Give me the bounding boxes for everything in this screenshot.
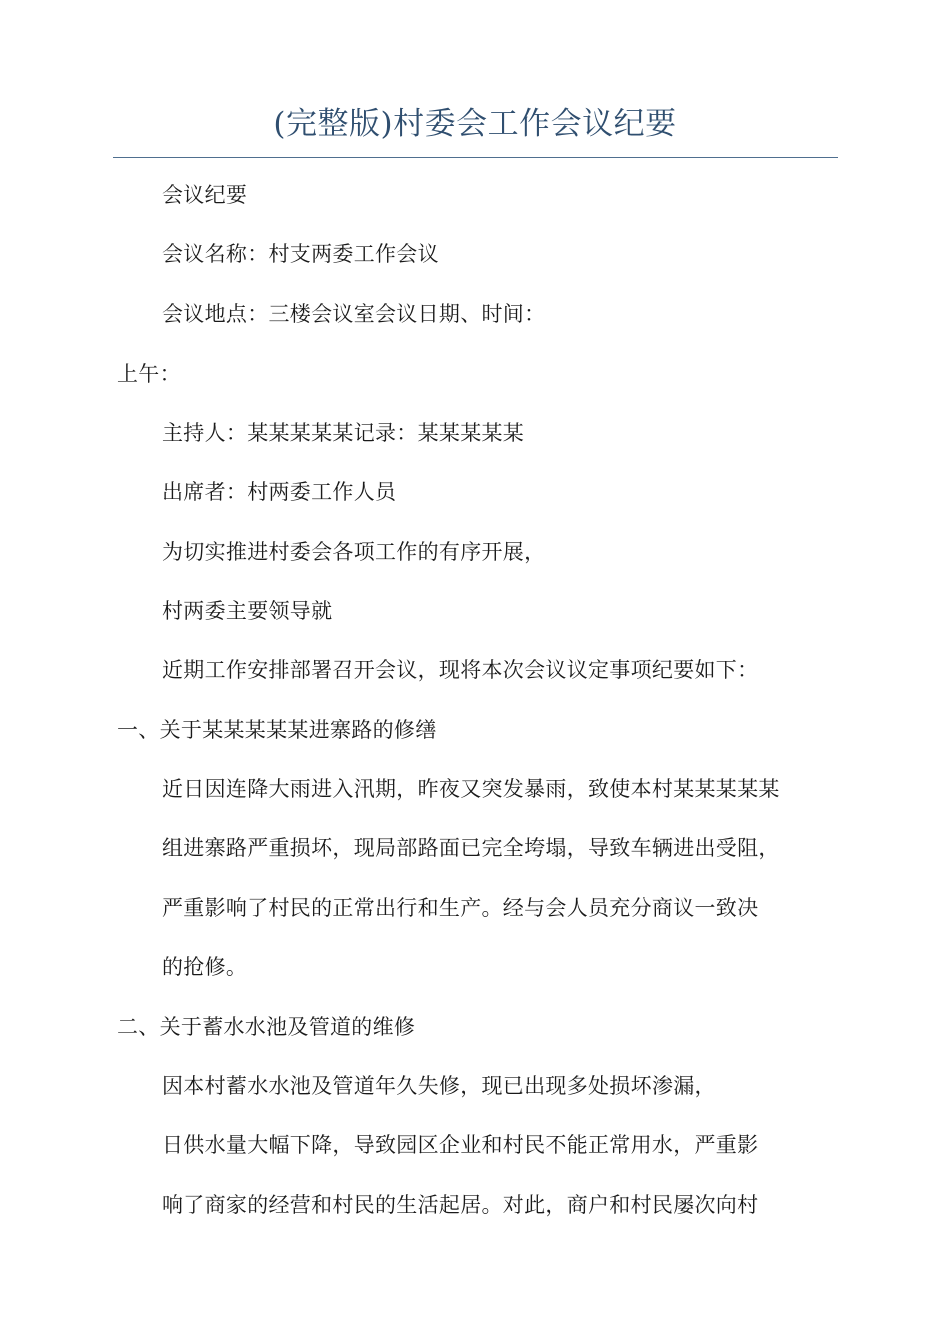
- section-heading: 二、关于蓄水水池及管道的维修: [117, 1015, 416, 1039]
- paragraph-line: 出席者：村两委工作人员: [162, 480, 397, 504]
- paragraph-line: 会议名称：村支两委工作会议: [162, 242, 439, 266]
- document-title: (完整版)村委会工作会议纪要: [273, 106, 677, 142]
- section-heading: 一、关于某某某某某进寨路的修缮: [117, 718, 437, 742]
- paragraph-line: 会议纪要: [162, 183, 248, 207]
- paragraph-line: 严重影响了村民的正常出行和生产。经与会人员充分商议一致决: [162, 896, 759, 920]
- paragraph-line: 近期工作安排部署召开会议，现将本次会议议定事项纪要如下：: [162, 658, 759, 682]
- paragraph-line: 上午：: [117, 362, 181, 386]
- paragraph-line: 村两委主要领导就: [162, 599, 333, 623]
- paragraph-line: 因本村蓄水水池及管道年久失修，现已出现多处损坏渗漏，: [162, 1074, 716, 1098]
- paragraph-line: 为切实推进村委会各项工作的有序开展，: [162, 540, 546, 564]
- paragraph-line: 响了商家的经营和村民的生活起居。对此，商户和村民屡次向村: [162, 1193, 759, 1217]
- paragraph-line: 会议地点：三楼会议室会议日期、时间：: [162, 302, 546, 326]
- paragraph-line: 近日因连降大雨进入汛期，昨夜又突发暴雨，致使本村某某某某某: [162, 777, 780, 801]
- title-divider: [113, 157, 838, 158]
- paragraph-line: 组进寨路严重损坏，现局部路面已完全垮塌，导致车辆进出受阻，: [162, 836, 780, 860]
- paragraph-line: 日供水量大幅下降，导致园区企业和村民不能正常用水，严重影: [162, 1133, 759, 1157]
- paragraph-line: 的抢修。: [162, 955, 248, 979]
- paragraph-line: 主持人：某某某某某记录：某某某某某: [162, 421, 525, 445]
